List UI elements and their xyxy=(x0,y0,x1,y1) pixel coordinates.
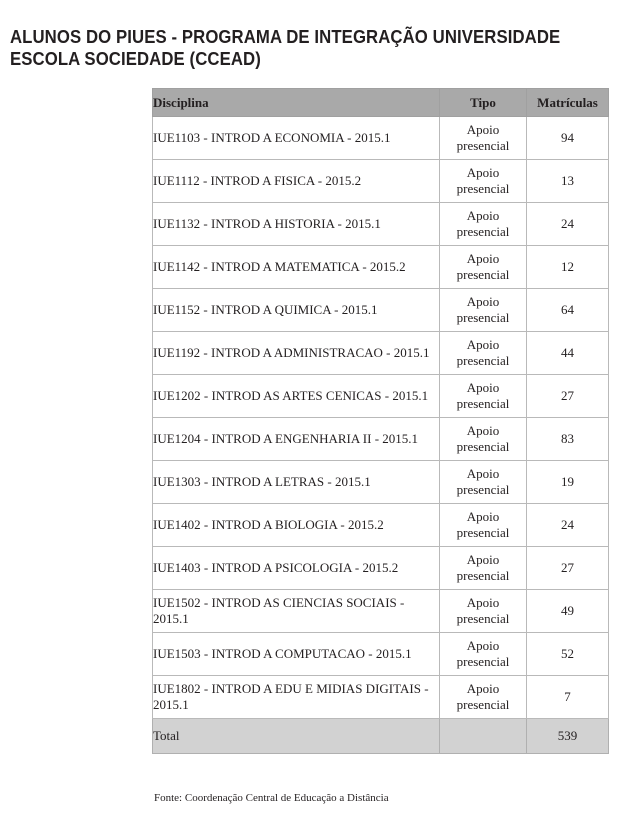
disciplina-cell: IUE1142 - INTROD A MATEMATICA - 2015.2 xyxy=(153,246,440,289)
table-row xyxy=(153,418,609,461)
matriculas-cell: 83 xyxy=(527,418,609,461)
matriculas-cell: 24 xyxy=(527,504,609,547)
total-row xyxy=(153,719,609,754)
disciplina-cell: IUE1802 - INTROD A EDU E MIDIAS DIGITAIS - 2015.1 xyxy=(153,676,440,719)
matriculas-cell: 7 xyxy=(527,676,609,719)
table-row xyxy=(153,160,609,203)
tipo-line-1: Apoio xyxy=(466,509,500,524)
tipo-line-2: presencial xyxy=(456,353,510,368)
tipo-line-2: presencial xyxy=(456,654,510,669)
tipo-line-2: presencial xyxy=(456,525,510,540)
tipo-cell xyxy=(440,418,527,461)
column-header-matriculas: Matrículas xyxy=(527,89,609,117)
source-note: Fonte: Coordenação Central de Educação a Distância xyxy=(154,792,389,804)
table-row xyxy=(153,590,609,633)
tipo-line-1: Apoio xyxy=(466,251,500,266)
table-row xyxy=(153,289,609,332)
matriculas-cell: 94 xyxy=(527,117,609,160)
total-tipo-cell xyxy=(440,719,527,754)
tipo-line-2: presencial xyxy=(456,138,510,153)
tipo-line-2: presencial xyxy=(456,439,510,454)
disciplina-cell: IUE1503 - INTROD A COMPUTACAO - 2015.1 xyxy=(153,633,440,676)
disciplina-cell: IUE1402 - INTROD A BIOLOGIA - 2015.2 xyxy=(153,504,440,547)
tipo-cell xyxy=(440,117,527,160)
matriculas-cell: 27 xyxy=(527,547,609,590)
tipo-line-1: Apoio xyxy=(466,380,500,395)
matriculas-cell: 24 xyxy=(527,203,609,246)
disciplina-cell: IUE1112 - INTROD A FISICA - 2015.2 xyxy=(153,160,440,203)
tipo-line-1: Apoio xyxy=(466,423,500,438)
tipo-cell xyxy=(440,332,527,375)
tipo-cell xyxy=(440,160,527,203)
matriculas-cell: 49 xyxy=(527,590,609,633)
tipo-cell xyxy=(440,289,527,332)
tipo-cell xyxy=(440,590,527,633)
column-header-tipo: Tipo xyxy=(440,89,527,117)
tipo-cell xyxy=(440,676,527,719)
tipo-line-1: Apoio xyxy=(466,294,500,309)
tipo-cell xyxy=(440,461,527,504)
table-row xyxy=(153,117,609,160)
tipo-line-1: Apoio xyxy=(466,681,500,696)
disciplina-cell: IUE1403 - INTROD A PSICOLOGIA - 2015.2 xyxy=(153,547,440,590)
tipo-line-1: Apoio xyxy=(466,337,500,352)
tipo-cell xyxy=(440,547,527,590)
tipo-line-2: presencial xyxy=(456,611,510,626)
tipo-line-2: presencial xyxy=(456,697,510,712)
table-row xyxy=(153,547,609,590)
table-row xyxy=(153,246,609,289)
tipo-line-2: presencial xyxy=(456,396,510,411)
tipo-cell xyxy=(440,504,527,547)
tipo-cell xyxy=(440,246,527,289)
matriculas-cell: 44 xyxy=(527,332,609,375)
table-row xyxy=(153,504,609,547)
tipo-line-2: presencial xyxy=(456,224,510,239)
table-row xyxy=(153,461,609,504)
tipo-line-1: Apoio xyxy=(466,466,500,481)
disciplina-cell: IUE1303 - INTROD A LETRAS - 2015.1 xyxy=(153,461,440,504)
matriculas-cell: 27 xyxy=(527,375,609,418)
tipo-line-2: presencial xyxy=(456,568,510,583)
disciplina-cell: IUE1192 - INTROD A ADMINISTRACAO - 2015.1 xyxy=(153,332,440,375)
tipo-line-1: Apoio xyxy=(466,552,500,567)
tipo-line-1: Apoio xyxy=(466,208,500,223)
column-header-disciplina: Disciplina xyxy=(153,89,440,117)
tipo-line-1: Apoio xyxy=(466,595,500,610)
matriculas-cell: 52 xyxy=(527,633,609,676)
disciplina-cell: IUE1152 - INTROD A QUIMICA - 2015.1 xyxy=(153,289,440,332)
total-value: 539 xyxy=(527,719,609,754)
disciplina-cell: IUE1502 - INTROD AS CIENCIAS SOCIAIS - 2015.1 xyxy=(153,590,440,633)
tipo-line-2: presencial xyxy=(456,181,510,196)
table-row xyxy=(153,633,609,676)
tipo-line-2: presencial xyxy=(456,482,510,497)
page-title: ALUNOS DO PIUES - PROGRAMA DE INTEGRAÇÃO UNIVERSIDADE ESCOLA SOCIEDADE (CCEAD) xyxy=(10,27,561,69)
tipo-cell xyxy=(440,203,527,246)
matriculas-cell: 19 xyxy=(527,461,609,504)
table-row xyxy=(153,332,609,375)
matriculas-cell: 13 xyxy=(527,160,609,203)
tipo-line-1: Apoio xyxy=(466,122,500,137)
tipo-line-1: Apoio xyxy=(466,165,500,180)
tipo-cell xyxy=(440,633,527,676)
table-row xyxy=(153,375,609,418)
matriculas-cell: 64 xyxy=(527,289,609,332)
disciplina-cell: IUE1204 - INTROD A ENGENHARIA II - 2015.1 xyxy=(153,418,440,461)
disciplina-cell: IUE1103 - INTROD A ECONOMIA - 2015.1 xyxy=(153,117,440,160)
table-header-row xyxy=(153,89,609,117)
table-row xyxy=(153,203,609,246)
total-label: Total xyxy=(153,719,440,754)
tipo-line-2: presencial xyxy=(456,310,510,325)
disciplina-cell: IUE1202 - INTROD AS ARTES CENICAS - 2015.1 xyxy=(153,375,440,418)
disciplina-cell: IUE1132 - INTROD A HISTORIA - 2015.1 xyxy=(153,203,440,246)
table-row xyxy=(153,676,609,719)
enrollment-table xyxy=(152,88,609,754)
tipo-line-2: presencial xyxy=(456,267,510,282)
matriculas-cell: 12 xyxy=(527,246,609,289)
tipo-cell xyxy=(440,375,527,418)
tipo-line-1: Apoio xyxy=(466,638,500,653)
